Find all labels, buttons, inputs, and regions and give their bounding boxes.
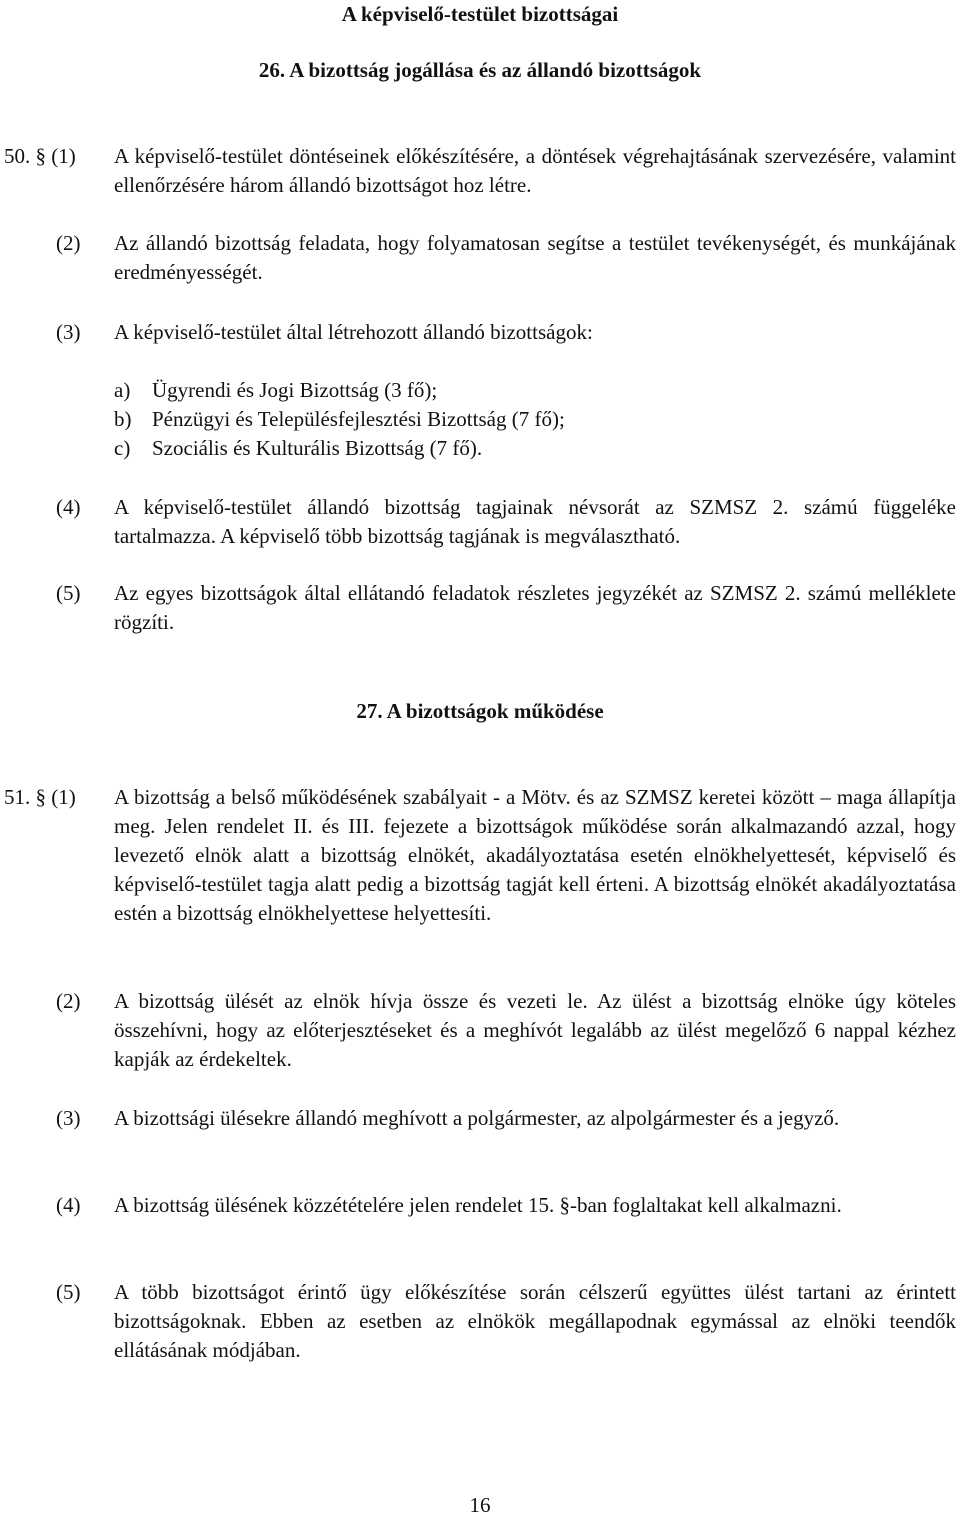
committee-list xyxy=(114,376,565,463)
paragraph-51-4-text: A bizottság ülésének közzétételére jelen rendelet 15. §-ban foglaltakat kell alkalmazni. xyxy=(114,1193,842,1217)
page-number: 16 xyxy=(469,1493,491,1517)
paragraph-51-number: 51. § (1) xyxy=(4,785,76,809)
paragraph-51-3-label: (3) xyxy=(56,1106,81,1130)
paragraph-50-2-label: (2) xyxy=(56,231,81,255)
paragraph-51-5-text: A több bizottságot érintő ügy előkészítése során célszerű együttes ülést tartani az érintett bizottságoknak. Ebben az esetben az elnökök megállapodnak egymással az elnöki teendők ellátásának módjában. xyxy=(114,1280,956,1362)
paragraph-50-number: 50. § (1) xyxy=(4,144,76,168)
paragraph-51-2-label: (2) xyxy=(56,989,81,1013)
paragraph-50-3-text: A képviselő-testület által létrehozott állandó bizottságok: xyxy=(114,320,593,344)
paragraph-51-4-label: (4) xyxy=(56,1193,81,1217)
list-marker: b) xyxy=(114,407,132,431)
list-item-text: Ügyrendi és Jogi Bizottság (3 fő); xyxy=(152,378,438,402)
list-marker: c) xyxy=(114,436,131,460)
list-item xyxy=(114,376,565,405)
list-marker: a) xyxy=(114,378,131,402)
paragraph-51-3-text: A bizottsági ülésekre állandó meghívott a polgármester, az alpolgármester és a jegyző. xyxy=(114,1106,840,1130)
paragraph-50-3-label: (3) xyxy=(56,320,81,344)
paragraph-50-1-text: A képviselő-testület döntéseinek előkészítésére, a döntések végrehajtásának szervezésére, valamint ellenőrzésére három állandó bizottságot hoz létre. xyxy=(114,144,956,197)
list-item-text: Pénzügyi és Településfejlesztési Bizottság (7 fő); xyxy=(152,407,565,431)
paragraph-51-5-label: (5) xyxy=(56,1280,81,1304)
document-title: A képviselő-testület bizottságai xyxy=(341,2,619,26)
paragraph-50-4-text: A képviselő-testület állandó bizottság tagjainak névsorát az SZMSZ 2. számú függeléke tartalmazza. A képviselő több bizottság tagjának is megválasztható. xyxy=(114,495,956,548)
paragraph-50-5-label: (5) xyxy=(56,581,81,605)
section-26-heading: 26. A bizottság jogállása és az állandó bizottságok xyxy=(258,58,702,82)
paragraph-50-4-label: (4) xyxy=(56,495,81,519)
paragraph-50-2-text: Az állandó bizottság feladata, hogy folyamatosan segítse a testület tevékenységét, és munkájának eredményességét. xyxy=(114,231,956,284)
paragraph-50-5-text: Az egyes bizottságok által ellátandó feladatok részletes jegyzékét az SZMSZ 2. számú melléklete rögzíti. xyxy=(114,581,956,634)
list-item xyxy=(114,434,565,463)
list-item-text: Szociális és Kulturális Bizottság (7 fő). xyxy=(152,436,483,460)
section-27-heading: 27. A bizottságok működése xyxy=(356,699,604,723)
list-item xyxy=(114,405,565,434)
paragraph-51-2-text: A bizottság ülését az elnök hívja össze és vezeti le. Az ülést a bizottság elnöke úgy köteles összehívni, hogy az előterjesztéseket és a meghívót legalább az ülést megelőző 6 nappal kézhez kapják az érdekeltek. xyxy=(114,989,956,1071)
paragraph-51-1-text: A bizottság a belső működésének szabályait - a Mötv. és az SZMSZ keretei között – maga állapítja meg. Jelen rendelet II. és III. fejezete a bizottságok működése során alkalmazandó azzal, hogy levezető elnök alatt a bizottság elnökét, akadályoztatása esetén elnökhelyettesét, képviselő és képviselő-testület tagja alatt pedig a bizottság tagját kell érteni. A bizottság elnökét akadályoztatása estén a bizottság elnökhelyettese helyettesíti. xyxy=(114,785,956,925)
